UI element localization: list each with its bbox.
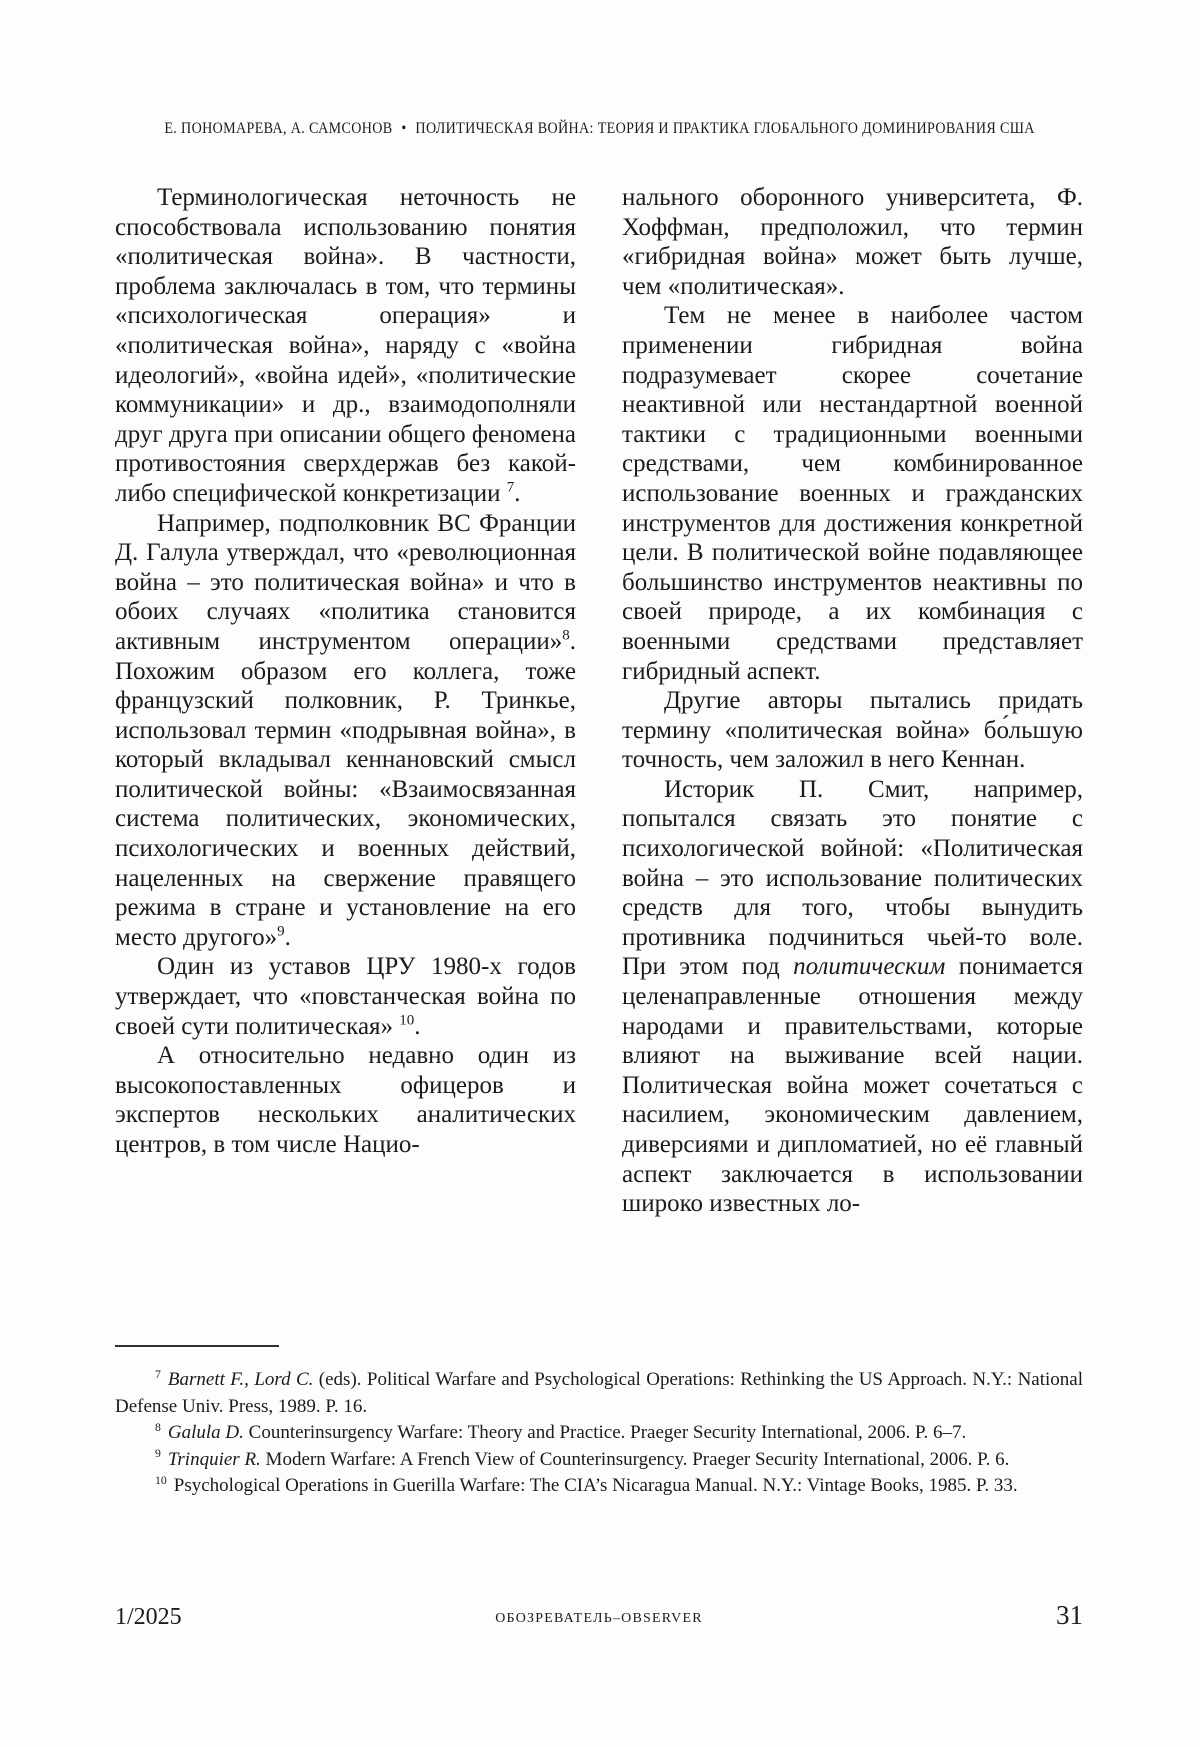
footnote-text: (eds). Political Warfare and Psychological Operations: Rethinking the US Approach. N.Y.: National Defense Univ. Press, 1989. P. 16.: [115, 1369, 1083, 1417]
journal-name: ОБОЗРЕВАТЕЛЬ–OBSERVER: [495, 1611, 703, 1626]
footnote-author: Barnett F., Lord C.: [167, 1369, 314, 1390]
footnote-9: [115, 1447, 1083, 1474]
footnote-10: [115, 1473, 1083, 1500]
footnote-7: [115, 1367, 1083, 1420]
column-right: [622, 183, 1083, 1219]
footnote-author: Trinquier R.: [167, 1448, 261, 1470]
paragraph: Историк П. Смит, например, попытался связать это понятие с психологической войной: «Политическая война – это использование политических средств для того, чтобы вынудить противника подчиниться чьей-то воле. При этом под политическим понимается целенаправленные отношения между народами и правительствами, которые влияют на выживание всей нации. Политическая война может сочетаться с насилием, экономическим давлением, диверсиями и дипломатией, но её главный аспект заключается в использовании широко известных ло-: [622, 775, 1084, 1218]
running-header-text: [165, 120, 1035, 138]
running-header: [0, 120, 1200, 138]
footnote-number: 8: [155, 1420, 161, 1434]
page-number: 31: [1056, 1600, 1083, 1630]
footnote-number: 10: [155, 1473, 167, 1487]
paragraph: Один из уставов ЦРУ 1980-х годов утверждает, что «повстанческая война по своей сути политическая» $^{10}$.: [115, 953, 576, 1040]
footnote-text: Psychological Operations in Guerilla Warfare: The CIA’s Nicaragua Manual. N.Y.: Vintage Books, 1985. P. 33.: [173, 1475, 1018, 1496]
footnote-text: Counterinsurgency Warfare: Theory and Practice. Praeger Security International, 2006. P. 6–7.: [243, 1422, 967, 1443]
footnote-text: Modern Warfare: A French View of Counterinsurgency. Praeger Security International, 2006. P. 6.: [260, 1448, 1010, 1470]
footnote-number: 9: [155, 1447, 161, 1461]
running-header-title: ПОЛИТИЧЕСКАЯ ВОЙНА: ТЕОРИЯ И ПРАКТИКА ГЛОБАЛЬНОГО ДОМИНИРОВАНИЯ США: [415, 120, 1036, 137]
paragraph: Терминологическая неточность не способствовала использованию понятия «политическая война». В частности, проблема заключалась в том, что термины «психологическая операция» и «политическая война», наряду с «война идеологий», «война идей», «политические коммуникации» и др., взаимодополняли друг друга при описании общего феномена противостояния сверхдержав без какой-либо специфической конкретизации $^7$.: [115, 184, 576, 507]
running-header-separator: •: [401, 120, 408, 137]
paragraph: А относительно недавно один из высокопоставленных офицеров и экспертов нескольких аналитических центров, в том числе Нацио-: [115, 1042, 576, 1158]
article-body: [115, 183, 1083, 1219]
running-header-authors: Е. ПОНОМАРЕВА, А. САМСОНОВ: [164, 120, 393, 137]
footnotes-section: [115, 1367, 1083, 1500]
issue-number: 1/2025: [115, 1604, 182, 1630]
paragraph: нального оборонного университета, Ф. Хоффман, предположил, что термин «гибридная война» может быть лучше, чем «политическая».: [622, 184, 1083, 300]
paragraph: Например, подполковник ВС Франции Д. Галула утверждал, что «революционная война – это политическая война» и что в обоих случаях «политика становится активным инструментом операции»$^8$. Похожим образом его коллега, тоже французский полковник, Р. Тринкье, использовал термин «подрывная война», в который вкладывал кеннановский смысл политической войны: «Взаимосвязанная система политических, экономических, психологических и военных действий, нацеленных на свержение правящего режима в стране и установление на его место другого»$^9$.: [115, 509, 576, 951]
footnote-8: [115, 1420, 1083, 1447]
footnote-divider: [115, 1345, 279, 1347]
paragraph: Тем не менее в наиболее частом применении гибридная война подразумевает скорее сочетание неактивной или нестандартной военной тактики с традиционными военными средствами, чем комбинированное использование военных и гражданских инструментов для достижения конкретной цели. В политической войне подавляющее большинство инструментов неактивны по своей природе, а их комбинация с военными средствами представляет гибридный аспект.: [622, 302, 1083, 685]
footnote-author: Galula D.: [167, 1422, 244, 1443]
paragraph: Другие авторы пытались придать термину «политическая война» бо́льшую точность, чем заложил в него Кеннан.: [622, 687, 1083, 774]
column-left: [115, 183, 576, 1219]
footnote-number: 7: [155, 1367, 161, 1381]
page-footer: [115, 1597, 1083, 1631]
